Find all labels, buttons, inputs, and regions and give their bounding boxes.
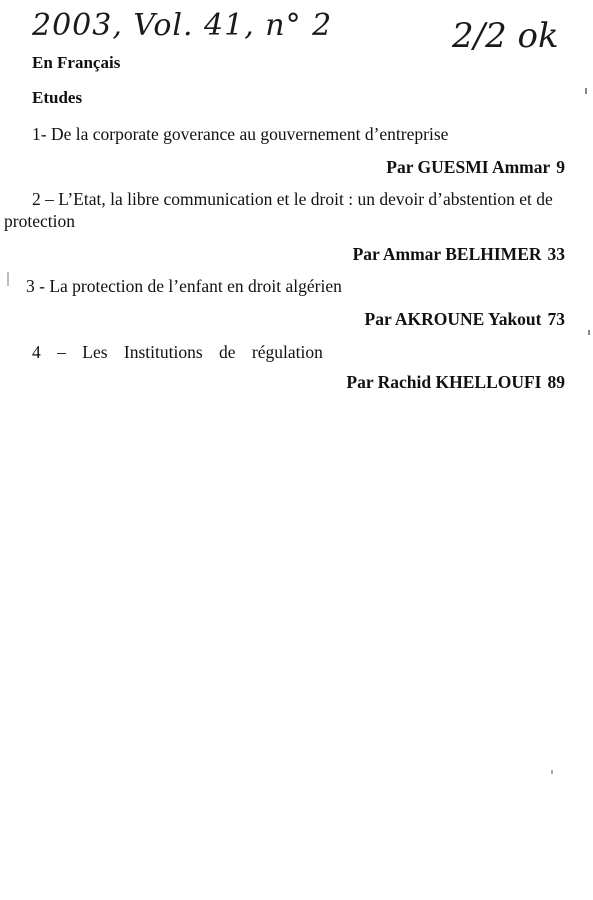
- entry-author-name: Par AKROUNE Yakout: [364, 309, 542, 329]
- entry-author-1: [386, 157, 565, 178]
- entry-title-3: 3 - La protection de l’enfant en droit algérien: [26, 276, 342, 296]
- entry-page-number: 9: [556, 157, 565, 177]
- handwritten-volume-note: 2003, Vol. 41, n° 2: [32, 8, 333, 43]
- scan-speck: [7, 272, 9, 286]
- scan-speck: [588, 330, 590, 335]
- entry-page-number: 33: [547, 244, 565, 264]
- entry-title-2: 2 – L’Etat, la libre communication et le droit : un devoir d’abstention et de protection: [4, 189, 553, 231]
- language-heading: En Français: [32, 53, 121, 72]
- entry-author-name: Par GUESMI Ammar: [386, 157, 551, 177]
- handwritten-check-note: 2/2 ok: [452, 16, 559, 56]
- entry-author-4: [346, 372, 565, 393]
- scan-speck: [585, 88, 587, 94]
- entry-author-name: Par Rachid KHELLOUFI: [346, 372, 542, 392]
- entry-author-3: [365, 309, 565, 330]
- scan-speck: [551, 770, 553, 774]
- entry-title-1: 1- De la corporate goverance au gouvernement d’entreprise: [32, 124, 449, 144]
- entry-author-name: Par Ammar BELHIMER: [352, 244, 542, 264]
- entry-author-2: [353, 244, 565, 265]
- entry-title-4: 4 – Les Institutions de régulation: [32, 342, 323, 362]
- section-heading: Etudes: [32, 88, 83, 107]
- entry-page-number: 89: [547, 372, 565, 392]
- entry-page-number: 73: [547, 309, 565, 329]
